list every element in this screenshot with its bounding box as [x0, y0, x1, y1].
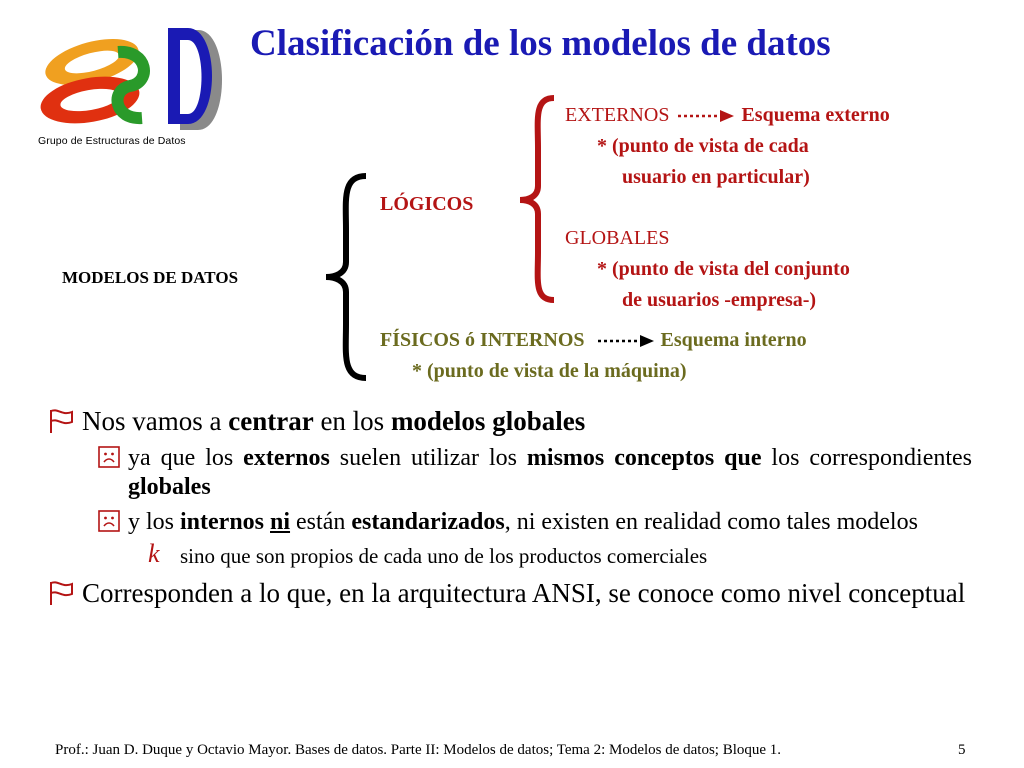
- flag-icon: [48, 408, 76, 442]
- root-label: MODELOS DE DATOS: [62, 268, 239, 287]
- slide-title: Clasificación de los modelos de datos: [250, 23, 831, 64]
- sad-face-icon: [98, 446, 120, 476]
- globales-note-2: de usuarios -empresa-): [622, 289, 817, 311]
- logicos-label: LÓGICOS: [380, 193, 474, 215]
- bullet-subitem: y los internos ni están estandarizados, ni existen en realidad como tales modelos: [98, 508, 972, 537]
- externos-label: EXTERNOS: [565, 104, 670, 126]
- logo-caption: Grupo de Estructuras de Datos: [38, 135, 186, 147]
- fisicos-row: [380, 329, 807, 352]
- esquema-externo-label: Esquema externo: [741, 104, 890, 126]
- globales-label: GLOBALES: [565, 227, 670, 249]
- dotted-arrow-icon: [674, 109, 736, 123]
- bullet-subsubitem: k sino que son propios de cada uno de los productos comerciales: [148, 539, 708, 568]
- page-number: 5: [958, 742, 966, 758]
- flag-icon: [48, 580, 76, 614]
- dotted-arrow-icon: [590, 334, 656, 348]
- red-brace-icon: [508, 92, 562, 307]
- big-brace-icon: [318, 170, 374, 385]
- k-glyph-icon: k: [148, 539, 160, 568]
- sad-face-icon: [98, 510, 120, 540]
- esquema-interno-label: Esquema interno: [660, 329, 807, 351]
- footer-text: Prof.: Juan D. Duque y Octavio Mayor. Bases de datos. Parte II: Modelos de datos; Tema 2: Modelos de datos; Bloque 1.: [55, 742, 782, 758]
- bullet-item: Corresponden a lo que, en la arquitectura ANSI, se conoce como nivel conceptual: [48, 577, 972, 610]
- bullet-subitem: ya que los externos suelen utilizar los mismos conceptos que los correspondientes globales: [98, 444, 972, 502]
- bullet-item: Nos vamos a centrar en los modelos globales: [48, 405, 972, 438]
- bullet-list: [48, 405, 972, 616]
- globales-note-1: * (punto de vista del conjunto: [597, 258, 850, 280]
- fisicos-note: * (punto de vista de la máquina): [412, 360, 687, 382]
- externos-note-1: * (punto de vista de cada: [597, 135, 809, 157]
- externos-note-2: usuario en particular): [622, 166, 810, 188]
- externos-row: [565, 104, 890, 127]
- fisicos-label: FÍSICOS ó INTERNOS: [380, 329, 585, 351]
